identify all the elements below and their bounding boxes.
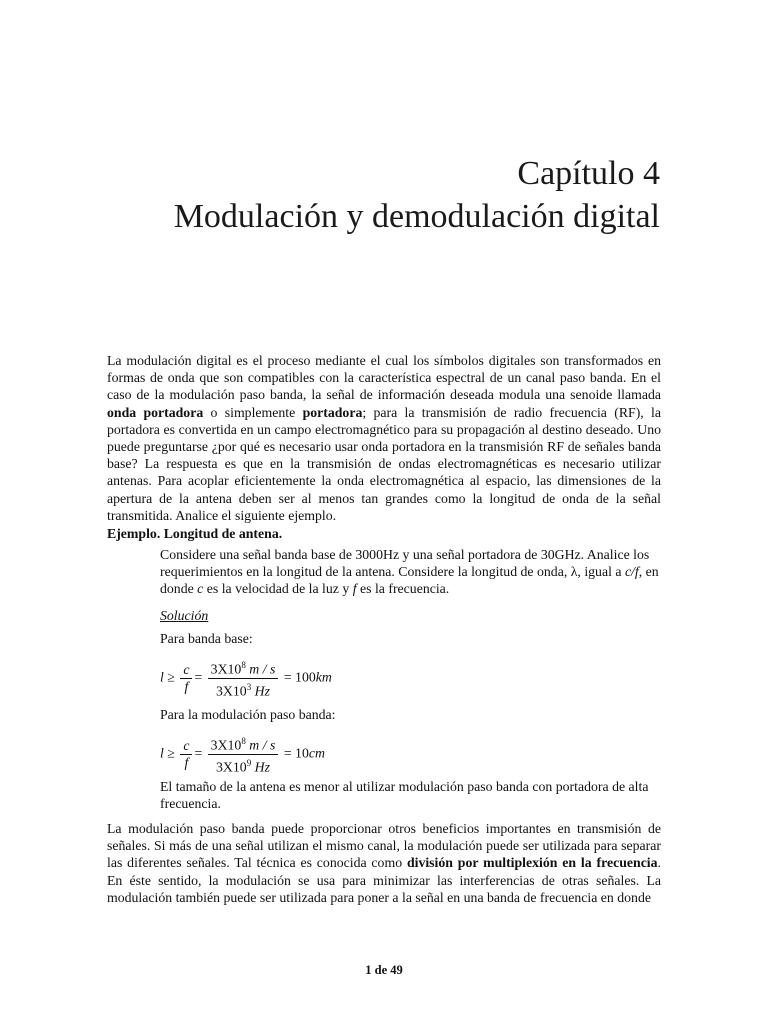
formula2-c: c bbox=[180, 738, 192, 755]
intro-paragraph bbox=[107, 352, 661, 524]
solution-label: Solución bbox=[160, 608, 209, 623]
example-text-4: es la frecuencia. bbox=[356, 581, 450, 597]
formula2-result-unit: cm bbox=[308, 745, 325, 761]
example-f: f bbox=[352, 581, 357, 597]
formula2-numerator: $3X10^8$ m / s bbox=[208, 733, 279, 755]
formula2-cf-fraction bbox=[180, 738, 192, 771]
formula1-lhs: l ≥ bbox=[160, 669, 175, 685]
passband-label: Para la modulación paso banda: bbox=[160, 707, 336, 722]
formula2-denominator: $3X10^9$ Hz bbox=[216, 757, 270, 775]
term-fdm: división por multiplexión en la frecuencia bbox=[406, 855, 658, 871]
formula2-result: = 10 bbox=[283, 745, 309, 761]
chapter-number: Capítulo 4 bbox=[517, 155, 660, 192]
formula1-cf-fraction bbox=[180, 662, 192, 695]
intro-text-2: o simplemente bbox=[203, 404, 303, 420]
formula1-result: = 100 bbox=[283, 669, 316, 685]
term-onda-portadora: onda portadora bbox=[107, 404, 204, 420]
formula1-value-fraction bbox=[208, 657, 279, 699]
example-statement bbox=[160, 546, 661, 598]
formula1-result-unit: km bbox=[315, 669, 332, 685]
formula1-f: f bbox=[184, 678, 189, 694]
example-conclusion: El tamaño de la antena es menor al utilizar modulación paso banda con portadora de alta frecuencia. bbox=[160, 779, 649, 812]
example-c: c bbox=[197, 581, 204, 597]
para2-text-2: . En éste sentido, la modulación se usa para minimizar las interferencias de otras señales. La modulación también puede ser utilizada para poner a la señal en una banda de frecuencia en donde bbox=[107, 855, 661, 905]
formula1-denominator: $3X10^3$ Hz bbox=[216, 681, 270, 699]
para2-text-1: La modulación paso banda puede proporcionar otros beneficios importantes en transmisión de señales. Si más de una señal utilizan el mismo canal, la modulación puede ser utilizada para separar las diferentes señales. Tal técnica es conocida como bbox=[107, 821, 661, 871]
formula2-value-fraction bbox=[208, 733, 279, 775]
example-cf: c/f bbox=[624, 564, 639, 580]
formula1-c: c bbox=[180, 662, 192, 679]
term-portadora: portadora bbox=[302, 404, 363, 420]
chapter-title: Modulación y demodulación digital bbox=[173, 198, 660, 235]
page-number: 1 de 49 bbox=[365, 963, 403, 977]
baseband-label: Para banda base: bbox=[160, 631, 253, 646]
intro-text-3: ; para la transmisión de radio frecuencia (RF), la portadora es convertida en un campo electromagnético para su propagación al destino deseado. Uno puede preguntarse ¿por qué es necesario usar onda portadora en la transmisión RF de señales banda base? La respuesta es que en la transmisión de ondas electromagnéticas es necesario utilizar antenas. Para acoplar eficientemente la onda electromagnética al espacio, las dimensiones de la apertura de la antena deben ser al menos tan grandes como la longitud de onda de la señal transmitida. Analice el siguiente ejemplo. bbox=[107, 404, 661, 523]
intro-text-1: La modulación digital es el proceso mediante el cual los símbolos digitales son transformados en formas de onda que son compatibles con la característica espectral de un canal paso banda. En el caso de la modulación paso banda, la señal de información deseada modula una senoide llamada bbox=[107, 353, 661, 403]
example-heading: Ejemplo. Longitud de antena. bbox=[107, 526, 283, 541]
second-paragraph bbox=[107, 820, 661, 906]
example-text-3: es la velocidad de la luz y bbox=[203, 581, 353, 597]
baseband-formula: l ≥ $\frac{c}{f}$ = $\frac{3X10^8 m / s}{3X10^3 Hz}$ = 100km bbox=[160, 657, 332, 699]
example-text-2: , en donde bbox=[160, 564, 659, 597]
example-text-1: Considere una señal banda base de 3000Hz y una señal portadora de 30GHz. Analice los requerimientos en la longitud de la antena. Considere la longitud de onda, λ, igual a bbox=[160, 547, 650, 580]
formula2-f: f bbox=[184, 754, 189, 770]
formula2-lhs: l ≥ bbox=[160, 745, 175, 761]
passband-formula: l ≥ $\frac{c}{f}$ = $\frac{3X10^8 m / s}{3X10^9 Hz}$ = 10cm bbox=[160, 733, 325, 775]
formula1-numerator: $3X10^8$ m / s bbox=[208, 657, 279, 679]
